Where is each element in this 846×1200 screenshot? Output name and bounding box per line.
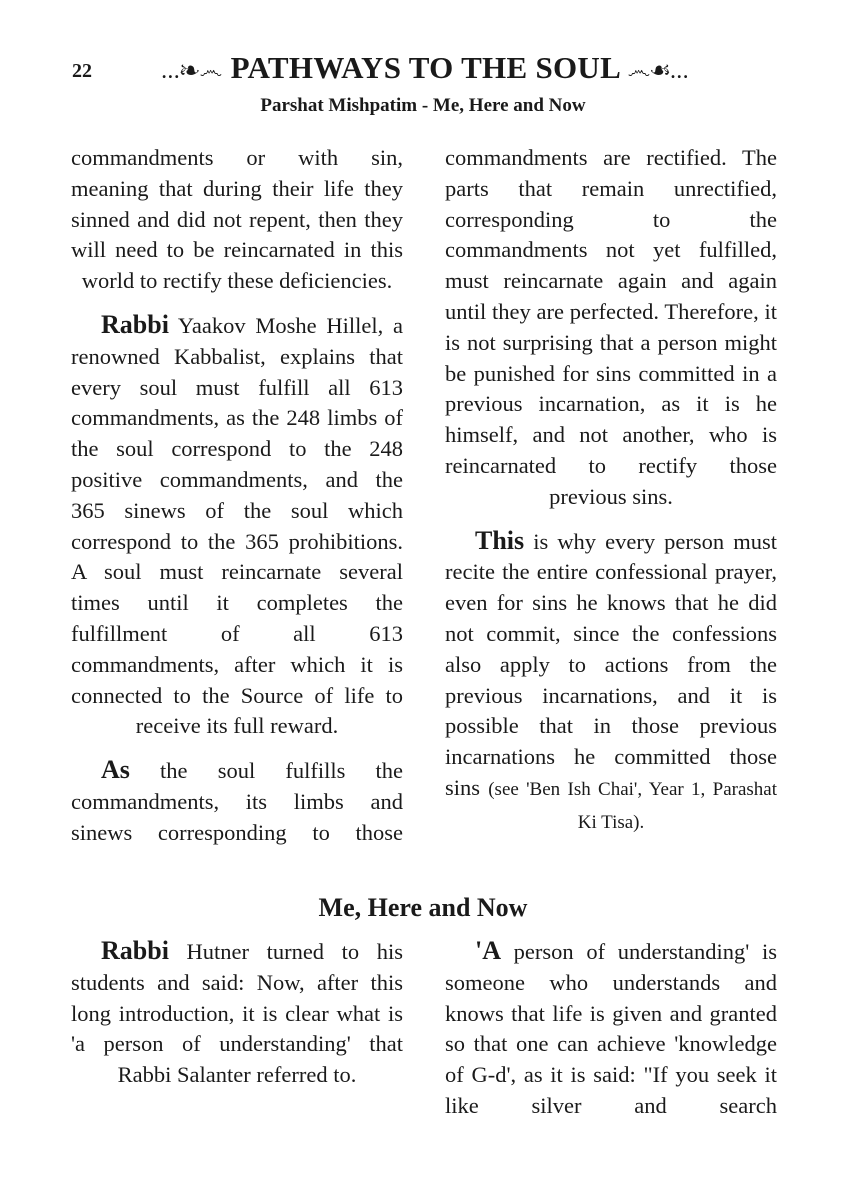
- paragraph: commandments are rectified. The parts that remain unrectified, corresponding to the commandments not yet fulfilled, must reincarnate again and again until they are perfected. Therefore, it is not surprising that a person might be punished for sins committed in a previous incarnation, as it is he himself, and not another, who is reincarnated to rectify those previous sins.: [445, 145, 777, 509]
- paragraph: As the soul fulfills the commandments, its limbs and sinews corresponding to those: [71, 755, 403, 845]
- running-title: [130, 50, 720, 86]
- paragraph: This is why every person must recite the entire confessional prayer, even for sins he knows that he did not commit, since the confessions also apply to actions from the previous incarnations, and it is possible that in those previous incarnations he committed those sins (see 'Ben Ish Chai', Year 1, Parashat Ki Tisa).: [445, 525, 777, 833]
- ornament-right-icon: ෴☙...: [627, 58, 689, 84]
- page-number: 22: [72, 60, 92, 82]
- paragraph: commandments or with sin, meaning that during their life they sinned and did not repent, then they will need to be reincarnated in this world to rectify these deficiencies.: [71, 145, 403, 294]
- book-title: PATHWAYS TO THE SOUL: [230, 50, 620, 85]
- right-column-top: [445, 143, 777, 852]
- left-column-top: [71, 143, 403, 862]
- ornament-left-icon: ...❧෴: [161, 58, 223, 84]
- paragraph: 'A person of understanding' is someone who understands and knows that life is given and granted so that one can achieve 'knowledge of G-d', as it is said: "If you seek it like silver and search: [445, 936, 777, 1118]
- paragraph: Rabbi Yaakov Moshe Hillel, a renowned Kabbalist, explains that every soul must fulfill all 613 commandments, as the 248 limbs of the soul correspond to the 248 positive commandments, and the 365 sinews of the soul which correspond to the 365 prohibitions. A soul must reincarnate several times until it completes the fulfillment of all 613 commandments, after which it is connected to the Source of life to receive its full reward.: [71, 309, 403, 739]
- left-column-bottom: [71, 936, 403, 1104]
- right-column-bottom: [445, 936, 777, 1135]
- section-heading: Me, Here and Now: [318, 893, 528, 922]
- citation: (see 'Ben Ish Chai', Year 1, Parashat Ki Tisa).: [488, 778, 777, 833]
- paragraph: Rabbi Hutner turned to his students and said: Now, after this long introduction, it is clear what is 'a person of understanding' that Rabbi Salanter referred to.: [71, 936, 403, 1088]
- chapter-subtitle: Parshat Mishpatim - Me, Here and Now: [260, 95, 586, 116]
